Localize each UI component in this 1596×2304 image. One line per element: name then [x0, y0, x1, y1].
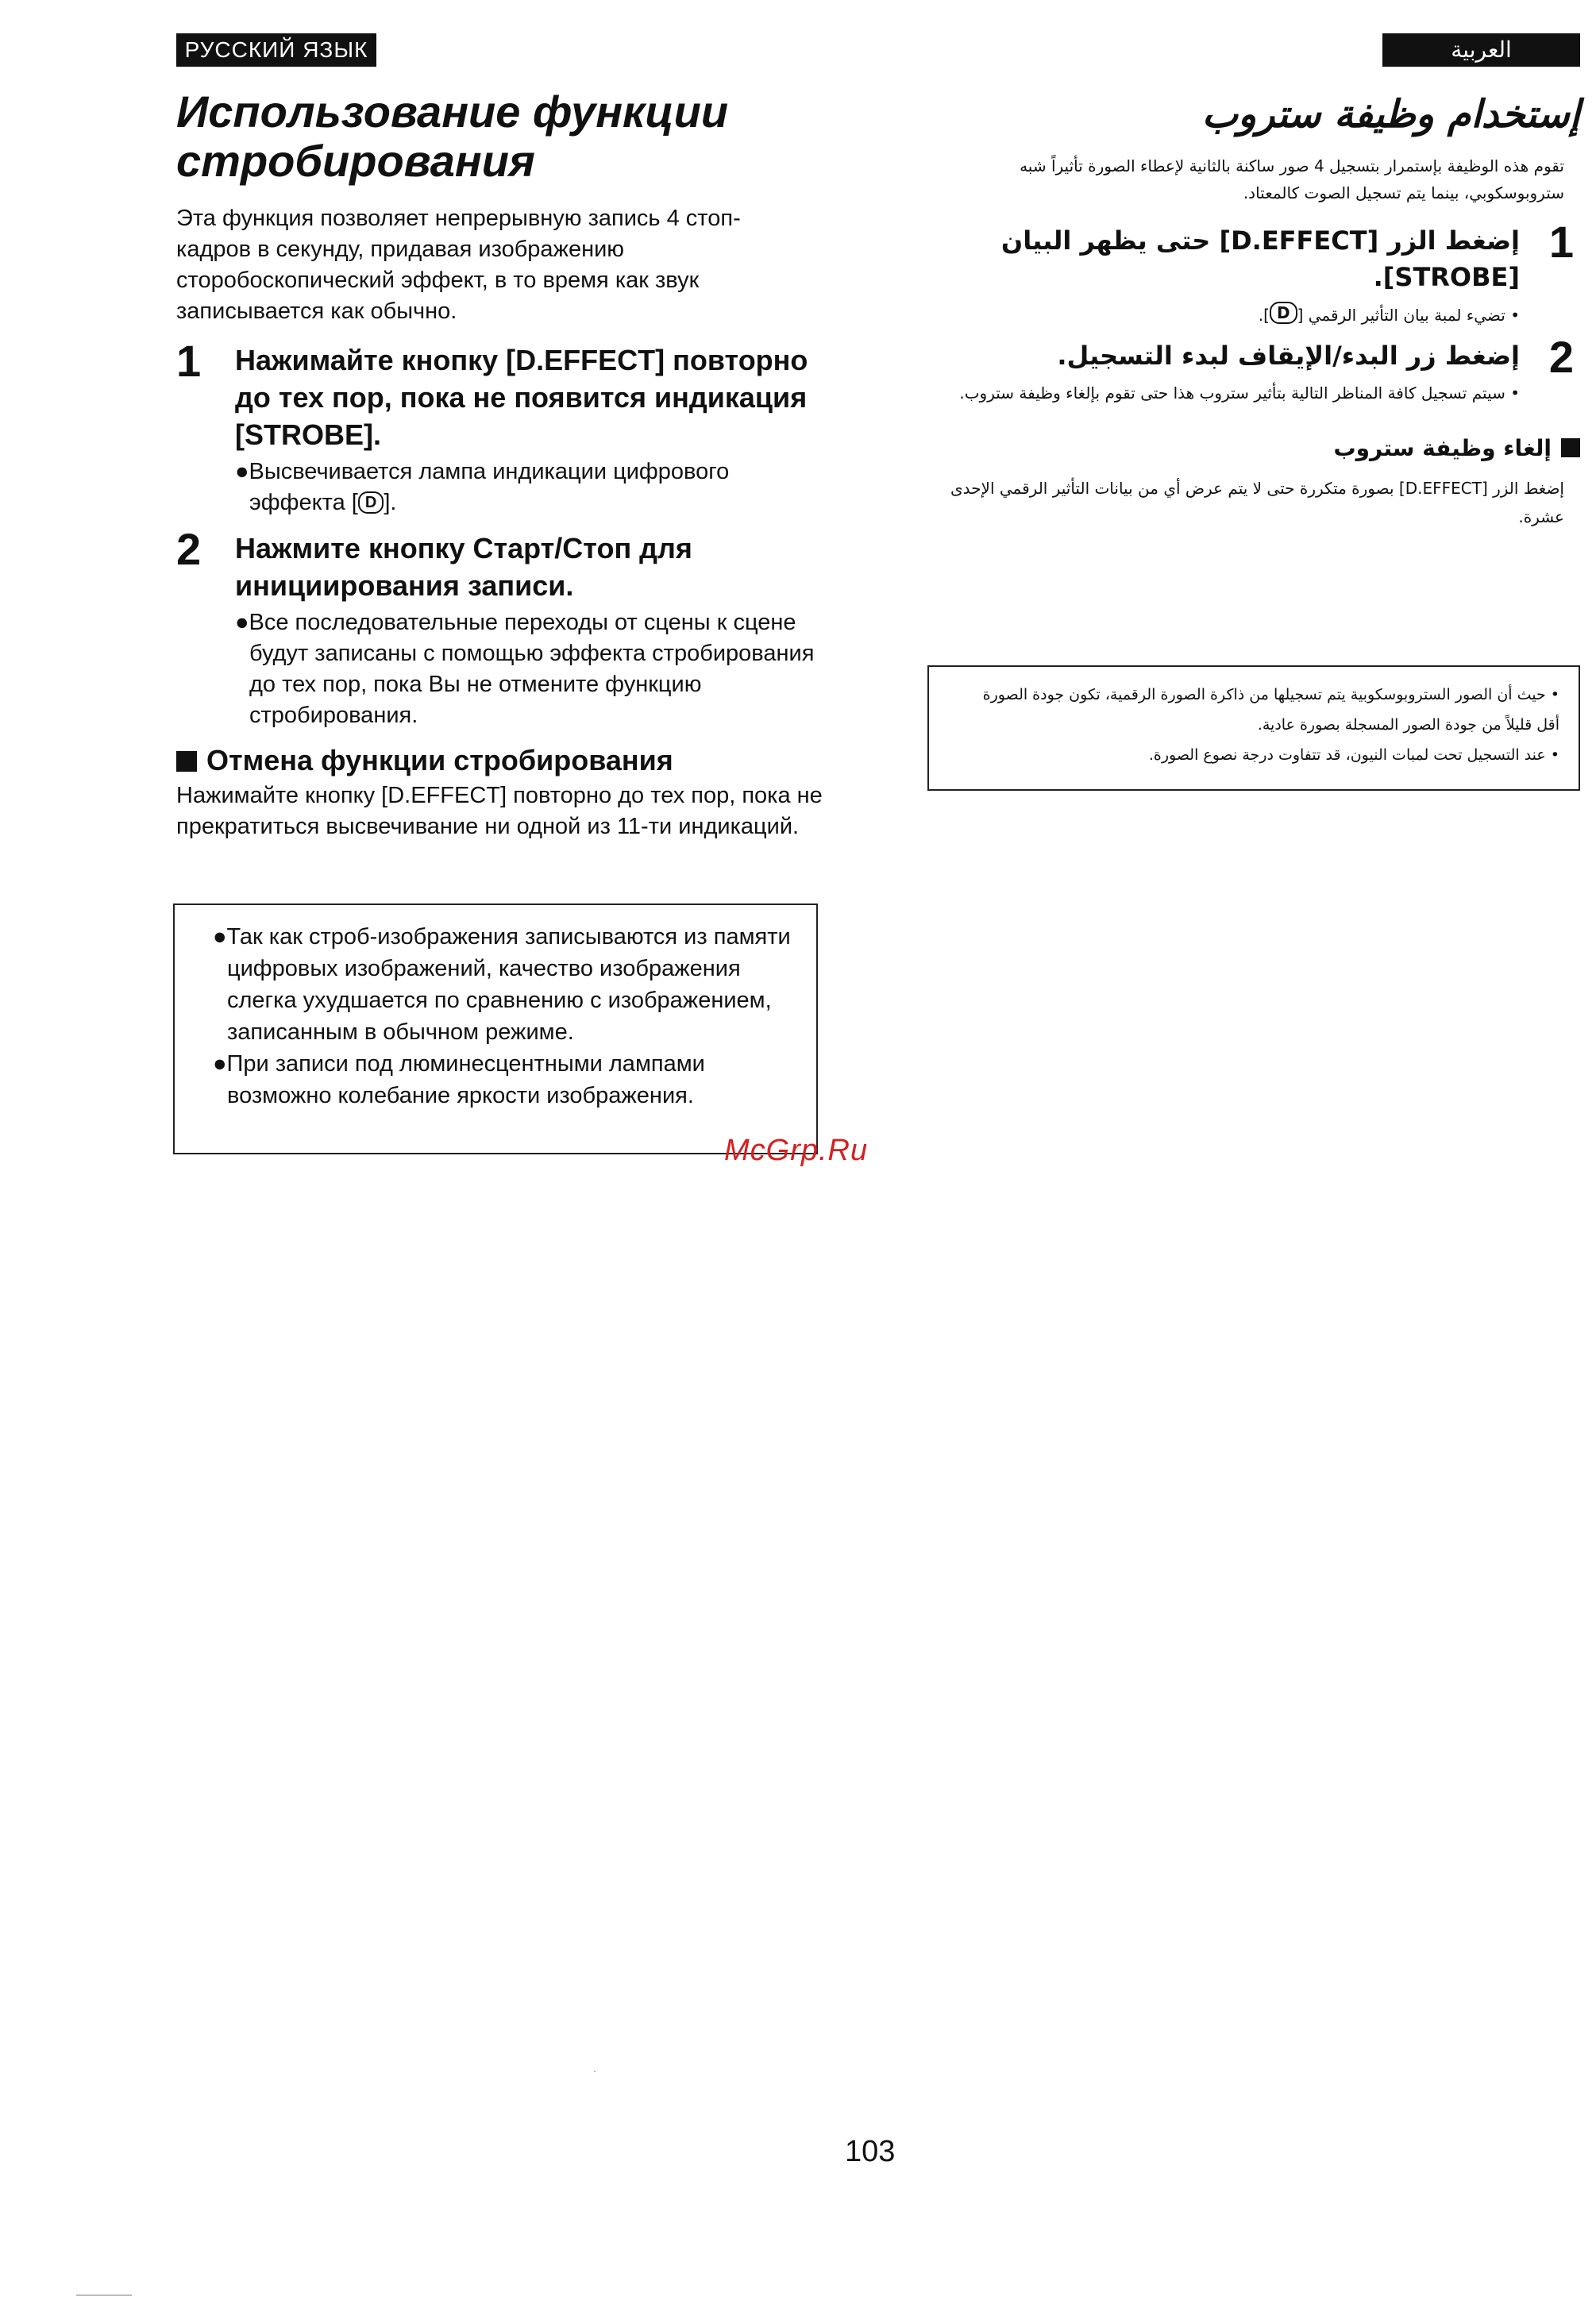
- cancel-section-heading-arabic: [927, 431, 1580, 466]
- page-title: Использование функции стробирования: [176, 87, 729, 186]
- step-heading: Нажмите кнопку Старт/Стоп для инициирования записи.: [235, 532, 692, 602]
- cancel-section-body: Нажимайте кнопку [D.EFFECT] повторно до тех пор, пока не прекратиться высвечивание ни одной из 11-ти индикаций.: [176, 783, 823, 839]
- scan-artifact: [594, 2071, 596, 2072]
- language-tab-arabic: العربية: [1382, 33, 1580, 67]
- watermark: McGrp.Ru: [724, 1134, 869, 1167]
- step-1: [176, 336, 827, 518]
- step-note-text: • تضيء لمبة بيان التأثير الرقمي [: [1297, 306, 1520, 325]
- square-bullet-icon: [1561, 438, 1580, 457]
- step-number: 2: [176, 524, 202, 574]
- page-title-arabic: إستخدام وظيفة ستروب: [1201, 92, 1580, 137]
- intro-paragraph-arabic: تقوم هذه الوظيفة بإستمرار بتسجيل 4 صور ساكنة بالثانية لإعطاء الصورة تأثيراً شبه ستروبوسكوبي، بينما يتم تسجيل الصوت كالمعتاد.: [1020, 156, 1564, 202]
- step-note-text: ●Высвечивается лампа индикации цифрового эффекта [: [235, 459, 730, 515]
- step-1-arabic: [927, 217, 1580, 328]
- step-heading: Нажимайте кнопку [D.EFFECT] повторно до тех пор, пока не появится индикация [STROBE].: [235, 344, 808, 451]
- note-item: • حيث أن الصور الستروبوسكوبية يتم تسجيلها من ذاكرة الصورة الرقمية، تكون جودة الصورة أقل قليلاً من جودة الصور المسجلة بصورة عادية.: [982, 686, 1559, 734]
- cancel-heading-text: إلغاء وظيفة ستروب: [1333, 435, 1552, 461]
- notes-box-arabic: [927, 665, 1580, 791]
- russian-column: [176, 87, 827, 842]
- step-note: [235, 457, 827, 518]
- square-bullet-icon: [176, 751, 197, 772]
- step-note: [927, 302, 1520, 328]
- language-tab-russian: РУССКИЙ ЯЗЫК: [176, 33, 376, 67]
- arabic-column: [927, 86, 1580, 531]
- digital-effect-icon: D: [358, 491, 384, 514]
- cancel-section-body-arabic: إضغط الزر [D.EFFECT] بصورة متكررة حتى لا يتم عرض أي من بيانات التأثير الرقمي الإحدى عشرة.: [950, 479, 1564, 526]
- step-note: • سيتم تسجيل كافة المناظر التالية بتأثير ستروب هذا حتى تقوم بإلغاء وظيفة ستروب.: [959, 383, 1520, 403]
- step-number: 2: [1548, 332, 1574, 382]
- note-item: ●При записи под люминесцентными лампами возможно колебание яркости изображения.: [213, 1051, 705, 1108]
- cancel-heading-text: Отмена функции стробирования: [206, 744, 673, 776]
- step-note-text-end: ].: [1258, 306, 1270, 325]
- step-2-arabic: [927, 332, 1580, 406]
- scan-artifact-line: [76, 2294, 132, 2296]
- step-heading: إضغط الزر [D.EFFECT] حتى يظهر البيان [STROBE].: [1000, 225, 1520, 292]
- step-note: ●Все последовательные переходы от сцены к сцене будут записаны с помощью эффекта стробирования до тех пор, пока Вы не отмените функцию стробирования.: [235, 610, 815, 728]
- notes-box-russian: [173, 903, 818, 1154]
- intro-paragraph: Эта функция позволяет непрерывную запись 4 стоп-кадров в секунду, придавая изображению сторобоскопический эффект, в то время как звук записывается как обычно.: [176, 206, 741, 324]
- step-2: [176, 524, 827, 731]
- cancel-section-heading: [176, 742, 827, 779]
- page-number: 103: [845, 2135, 896, 2168]
- step-number: 1: [176, 336, 202, 386]
- step-note-text-end: ].: [384, 490, 397, 515]
- note-item: • عند التسجيل تحت لمبات النيون، قد تتفاوت درجة نصوع الصورة.: [1148, 746, 1559, 764]
- digital-effect-icon: D: [1270, 302, 1297, 324]
- step-number: 1: [1548, 217, 1574, 267]
- note-item: ●Так как строб-изображения записываются из памяти цифровых изображений, качество изображения слегка ухудшается по сравнению с изображением, записанным в обычном режиме.: [213, 924, 791, 1045]
- step-heading: إضغط زر البدء/الإيقاف لبدء التسجيل.: [1057, 341, 1520, 371]
